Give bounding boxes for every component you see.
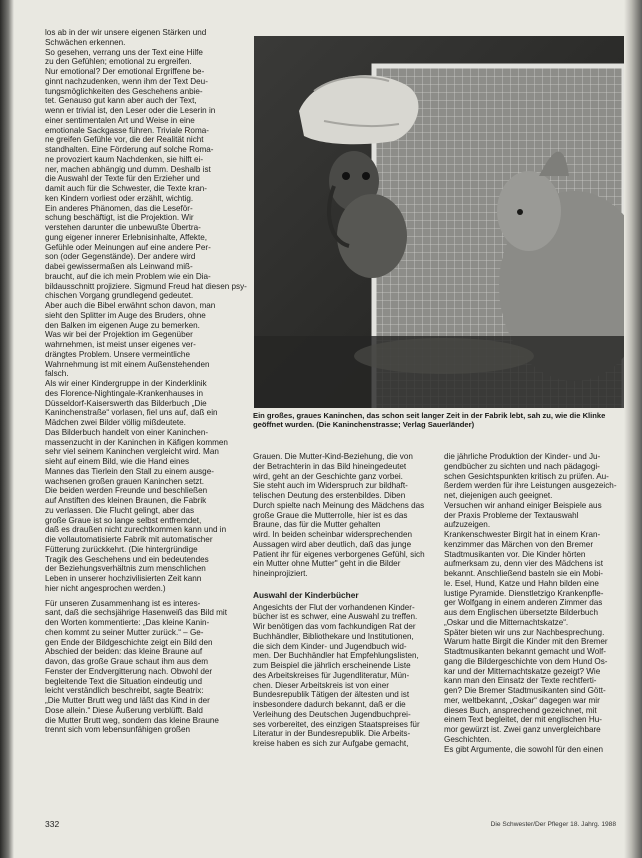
text-line: Geschichten. <box>444 734 492 744</box>
text-line: dabei gewissermaßen als Leinwand miß- <box>45 262 193 271</box>
text-line: gung eigener innerer Erlebnisinhalte, Affekte, <box>45 232 208 242</box>
text-line: schung beschäftigt, ist die Projektion. Wir <box>45 213 194 223</box>
text-line: Fenster der Endvergitterung nach. Obwohl der <box>45 666 213 676</box>
text-line: sant, daß die sechsjährige Hasenweiß das Bild mit <box>45 608 227 618</box>
column-2-paragraph-1 <box>253 452 439 579</box>
text-line: verstehen darunter die unbewußte Übertra- <box>45 223 201 232</box>
text-line: bildausschnitt projiziere. Sigmund Freud hat diesen psy- <box>45 281 247 291</box>
text-line: ein Mutter ohne Mutter" geht in die Bilder <box>253 559 401 569</box>
text-line: dieses Buch, ansprechend gezeichnet, mit <box>444 705 597 715</box>
text-line: Sie steht auch im Widerspruch zur bildhaft- <box>253 481 408 491</box>
text-line: Wahrnehmung ist mit einem Außenstehenden <box>45 359 210 369</box>
text-line: Verleihung des Deutschen Jugendbuchprei- <box>253 709 411 719</box>
text-line: Gefühle oder Meinungen auf eine andere Per- <box>45 242 211 252</box>
text-line: le. Esel, Hund, Katze und Hahn bilden eine <box>444 578 599 588</box>
text-line: So gesehen, verrang uns der Text eine Hilfe <box>45 47 203 57</box>
text-line: ne greifen Gefühle vor, die der Realität nicht <box>45 135 204 145</box>
text-column-2 <box>253 452 439 749</box>
text-line: „Die Mutter Brutt weg und läßt das Kind in der <box>45 696 210 705</box>
text-line: wird, geht an der Geschichte ganz vorbei. <box>253 471 403 481</box>
text-line: Aussagen wird aber deutlich, daß das junge <box>253 539 412 549</box>
text-line: telischen Deutung des erstenbildes. Diben <box>253 491 406 500</box>
text-line: die Auswahl der Texte für den Erzieher und <box>45 174 200 184</box>
text-line: Versuchen wir anhand einiger Beispiele aus <box>444 500 602 510</box>
text-line: wenn er trivial ist, den Leser oder die Leserin in <box>45 106 216 115</box>
text-line: sieht auf einem Bild, wie die Hand eines <box>45 457 190 466</box>
text-line: davon, das große Graue schaut ihm aus dem <box>45 657 209 666</box>
text-line: bücher ist es schwer, eine Auswahl zu treffen. <box>253 612 418 622</box>
text-line: son (oder Gegenstände). Der andere wird <box>45 252 196 262</box>
text-line: damit auch für die Schwester, die Texte kran- <box>45 184 207 193</box>
text-line: mor gewürzt ist. Zwei ganz unvergleichbare <box>444 725 601 734</box>
text-line: chen kommt zu seiner Mutter zurück.“ – Ge- <box>45 627 204 637</box>
text-line: leicht verständlich beschreibt, sagte Beatrix: <box>45 686 204 696</box>
text-line: zu verlassen. Die Flucht gelingt, aber das <box>45 505 195 515</box>
text-line: hineinprojiziert. <box>253 569 308 578</box>
text-line: schen Gesichtspunkten kritisch zu prüfen. Au- <box>444 471 609 481</box>
text-line: Für unseren Zusammenhang ist es interes- <box>45 598 201 608</box>
text-line: gendbücher zu sichten und nach pädagogi- <box>444 461 600 471</box>
photo-caption: Ein großes, graues Kaninchen, das schon seit langer Zeit in der Fabrik lebt, sah zu, wie die Klinke geöffnet wurden. (Die Kaninchenstrasse; Verlag Sauerländer) <box>253 411 606 429</box>
text-line: men. Der Buchhändler hat Empfehlungslisten, <box>253 651 419 661</box>
text-line: emotionale Sackgasse führen. Triviale Roma- <box>45 125 209 135</box>
text-line: los ab in der wir unsere eigenen Stärken und <box>45 28 207 37</box>
journal-footer: Die Schwester/Der Pfleger 18. Jahrg. 1988 <box>490 821 616 828</box>
text-line: wachsenen großen grauen Kaninchen setzt. <box>45 476 204 486</box>
text-column-3 <box>444 452 624 754</box>
text-line: insbesondere dadurch bekannt, daß er die <box>253 700 406 709</box>
column-3-paragraph <box>444 452 624 754</box>
text-line: der Praxis Probleme der Textauswahl <box>444 510 579 520</box>
text-line: die jährliche Produktion der Kinder- und Ju- <box>444 452 601 461</box>
text-line: ner, machen abhängig und dumm. Deshalb ist <box>45 164 211 174</box>
text-line: des Florence-Nightingale-Krankenhauses in <box>45 388 204 398</box>
text-line: ßerdem werden für ihre Leistungen ausgezeich- <box>444 481 617 491</box>
text-line: den Balken im eigenen Auge zu bemerken. <box>45 320 200 330</box>
text-line: Ein anderes Phänomen, das die Leseför- <box>45 203 193 213</box>
text-line: wird. In beiden scheinbar widersprechenden <box>253 530 412 539</box>
text-line: begleitende Text die Situation eindeutig und <box>45 676 203 686</box>
text-line: kann man den Einsatz der Texte rechtferti- <box>444 676 597 686</box>
text-line: zum Beispiel die jährlich erscheinende Liste <box>253 661 411 670</box>
text-line: die sich dem Kinder- und Jugendbuch wid- <box>253 641 407 651</box>
text-line: Mannes das Tierlein den Stall zu einem ausge- <box>45 466 214 476</box>
text-line: große Graue ist so lange selbst entfremdet, <box>45 515 202 525</box>
text-line: hier nicht angesprochen werden.) <box>45 583 166 593</box>
photo-illustration <box>254 36 626 408</box>
text-line: chen. Dieser Arbeitskreis ist von einer <box>253 680 389 690</box>
text-line: Als wir einer Kindergruppe in der Kinderklinik <box>45 379 207 388</box>
text-line: Düsseldorf-Kaiserswerth das Bilderbuch „Die <box>45 398 207 408</box>
text-line: der Betrachterin in das Bild hineingedeutet <box>253 461 407 471</box>
text-line: Leben in unserer hochzivilisierten Zeit kann <box>45 574 202 583</box>
text-line: Fütterung zurückkehrt. (Die hintergründige <box>45 544 198 554</box>
rabbit-cage-photo <box>254 36 626 408</box>
text-line: der Beziehungsverhältnis zum menschlichen <box>45 564 206 574</box>
column-2-paragraph-2 <box>253 603 439 749</box>
text-line: Es gibt Argumente, die sowohl für den einen <box>444 744 603 754</box>
text-line: tungsmöglichkeiten des Geschehens anbie- <box>45 86 203 96</box>
text-line: aufmerksam zu, denn vier des Mädchens ist <box>444 559 603 569</box>
text-line: wahrnehmen, ist meist unser eigenes ver- <box>45 340 196 349</box>
text-line: aufzuzeigen. <box>444 520 491 530</box>
text-line: kreise haben es sich zur Aufgabe gemacht, <box>253 739 409 748</box>
text-line: Bundesrepublik Tätigen der ältesten und ist <box>253 690 410 700</box>
text-line: einer sentimentalen Art und Weise in eine <box>45 115 195 125</box>
text-line: Grauen. Die Mutter-Kind-Beziehung, die von <box>253 452 413 461</box>
text-line: ne provoziert kaum Nachdenken, sie hilft ei- <box>45 154 204 164</box>
text-line: große Graue die Mutterrolle, hier ist es das <box>253 510 408 520</box>
text-line: Angesichts der Flut der vorhandenen Kinder- <box>253 602 415 612</box>
text-line: chischen Vorgang grundlegend gedeutet. <box>45 291 194 301</box>
text-line: lustige Pyramide. Dienstletzigo Krankenpfle- <box>444 588 604 598</box>
text-line: auf Anstiften des kleinen Braunen, die Fabrik <box>45 496 207 505</box>
text-line: sehr viel seinem Kaninchen vergleicht wird. Man <box>45 447 219 457</box>
text-line: Dose allein.“ Diese Äußerung verblüfft. Bald <box>45 705 203 715</box>
column-1-paragraph-2 <box>45 599 247 736</box>
text-line: Nur emotional? Der emotional Ergriffene be- <box>45 67 205 76</box>
text-line: „Oskar und die Mitternachtskatze“. <box>444 617 569 627</box>
text-line: sieht den Splitter im Auge des Bruders, ohne <box>45 310 206 320</box>
text-line: Stadtmusikanten bekannt gemacht und Wolf- <box>444 647 606 656</box>
text-line: Was wir bei der Projektion im Gegenüber <box>45 330 193 340</box>
text-line: die vollautomatisierte Fabrik mit automatischer <box>45 535 213 544</box>
text-line: falsch. <box>45 369 69 379</box>
text-line: braucht, auf die ich mein Problem wie ein Dia- <box>45 271 211 281</box>
text-line: drängtes Problem. Unsere vermeintliche <box>45 349 190 359</box>
text-line: Stadtmusikanten vor. Die Kinder hörten <box>444 549 586 559</box>
text-line: Das Bilderbuch handelt von einer Kaninchen- <box>45 427 209 437</box>
text-line: Patient ihr für eigenes verborgenes Gefühl, sich <box>253 549 425 559</box>
text-line: Abschied der beiden: das kleine Braune auf <box>45 647 203 657</box>
text-line: einem Text begleitet, der mit englischen Hu- <box>444 715 602 725</box>
text-line: des Arbeitskreises für Jugendliteratur, Mün- <box>253 670 410 680</box>
text-column-1 <box>45 28 247 735</box>
text-line: Wir benötigen das vom fachkundigen Rat der <box>253 622 416 631</box>
text-line: tet. Genauso gut kann aber auch der Text, <box>45 96 197 106</box>
text-line: den Worten kommentierte: „Das kleine Kanin- <box>45 618 210 627</box>
text-line: Warum hatte Birgit die Kinder mit den Bremer <box>444 637 608 647</box>
text-line: ger Wolfgang in einem anderen Zimmer das <box>444 598 603 608</box>
text-line: die Mutter Brutt weg, sondern das kleine Braune <box>45 715 219 725</box>
text-line: Braune, das für die Mutter gehalten <box>253 520 381 530</box>
section-heading: Auswahl der Kinderbücher <box>253 589 359 600</box>
text-line: ginnt nachzudenken, wenn ihm der Text Deu- <box>45 76 208 86</box>
text-line: kar und der Mitternachtskatze gezeigt? Wie <box>444 666 601 676</box>
text-line: Krankenschwester Birgit hat in einem Kran- <box>444 530 601 539</box>
text-line: kenzimmer das Märchen von den Bremer <box>444 539 594 549</box>
text-line: gen? Die Bremer Stadtmusikanten sind Gött- <box>444 686 606 695</box>
text-line: Tragik des Geschehens und ein bedeutendes <box>45 554 209 564</box>
text-line: Die beiden werden Freunde und beschließen <box>45 486 208 496</box>
text-line: gang die Bildergeschichte von dem Hund Os- <box>444 656 608 666</box>
text-line: Buchhändler, Bibliothekare und Institutionen, <box>253 631 414 641</box>
text-line: standhalten. Eine Förderung auf solche Roma- <box>45 145 214 154</box>
text-line: Literatur in der Bundesrepublik. Die Arbeits- <box>253 729 411 739</box>
text-line: zu den Gefühlen; emotional zu ergreifen. <box>45 57 192 67</box>
text-line: gen Ende der Bildgeschichte zeigt ein Bild den <box>45 637 213 647</box>
page-number: 332 <box>45 819 60 829</box>
text-line: bekannt. Anschließend basteln sie ein Mobi- <box>444 569 603 578</box>
text-line: massenzucht in der Kaninchen in Käfigen kommen <box>45 437 228 447</box>
text-line: ses vorbereitet, des einzigen Staatspreises für <box>253 719 420 729</box>
text-line: trennt sich vom lebensunfähigen großen <box>45 725 190 735</box>
text-line: mer, weltbekannt, „Oskar“ dagegen war mir <box>444 695 600 705</box>
text-line: aus dem Englischen übersetzte Bilderbuch <box>444 608 599 617</box>
text-line: net, diejenigen auch geeignet. <box>444 491 553 500</box>
text-line: Kaninchenstraße“ vorlasen, fiel uns auf, daß ein <box>45 408 218 418</box>
text-line: ken Kindern vorliest oder erzählt, wichtig. <box>45 193 194 203</box>
column-1-paragraph-1 <box>45 28 247 594</box>
text-line: Schwächen erkennen. <box>45 37 126 47</box>
text-line: daß es draußen nicht zurechtkommen kann und in <box>45 525 227 535</box>
text-line: Aber auch die Bibel erwähnt schon davon, man <box>45 301 216 310</box>
text-line: Später bieten wir uns zur Nachbesprechung. <box>444 627 605 637</box>
text-line: Durch spielte nach Meinung des Mädchens das <box>253 500 425 510</box>
text-line: Mädchen zwei Bilder völlig mißdeutete. <box>45 418 186 427</box>
